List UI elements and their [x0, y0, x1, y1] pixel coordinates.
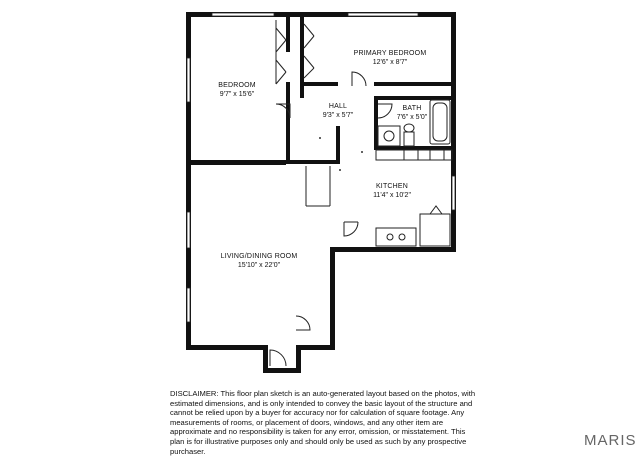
windows [187, 13, 455, 322]
room-name-primary-bedroom: PRIMARY BEDROOM [353, 50, 427, 57]
disclaimer-text: DISCLAIMER: This floor plan sketch is an auto-generated layout based on the photos, with estimated dimensions, and is only intended to convey the basic layout of the structure and cannot be relied upon by a buyer for accuracy nor for calculation of square footage. Any measurements of rooms, or placement of doors, windows, and any other item are approximate and no responsibility is taken for any error, omission, or misstatement. This plan is for illustrative purposes only and should only be used as such by any prospective purchaser. [170, 389, 476, 456]
room-dims-kitchen: 11'4" x 10'2" [373, 192, 411, 199]
room-name-bedroom: BEDROOM [218, 82, 256, 89]
room-name-living-dining-room: LIVING/DINING ROOM [220, 253, 298, 260]
room-dims-bath: 7'6" x 5'0" [396, 114, 428, 121]
room-name-hall: HALL [328, 103, 348, 110]
primary-bedroom-closet [304, 24, 314, 78]
bedroom-closet [276, 20, 286, 84]
room-dims-bedroom: 9'7" x 15'6" [219, 91, 255, 98]
room-dims-living-dining-room: 15'10" x 22'0" [237, 262, 281, 269]
room-name-bath: BATH [402, 105, 422, 112]
brand-watermark: MARIS [584, 432, 637, 449]
room-dims-hall: 9'3" x 5'7" [322, 112, 354, 119]
room-name-kitchen: KITCHEN [375, 183, 409, 190]
room-dims-primary-bedroom: 12'6" x 8'7" [372, 59, 408, 66]
exterior-walls [186, 12, 456, 373]
light-markers [319, 137, 363, 171]
